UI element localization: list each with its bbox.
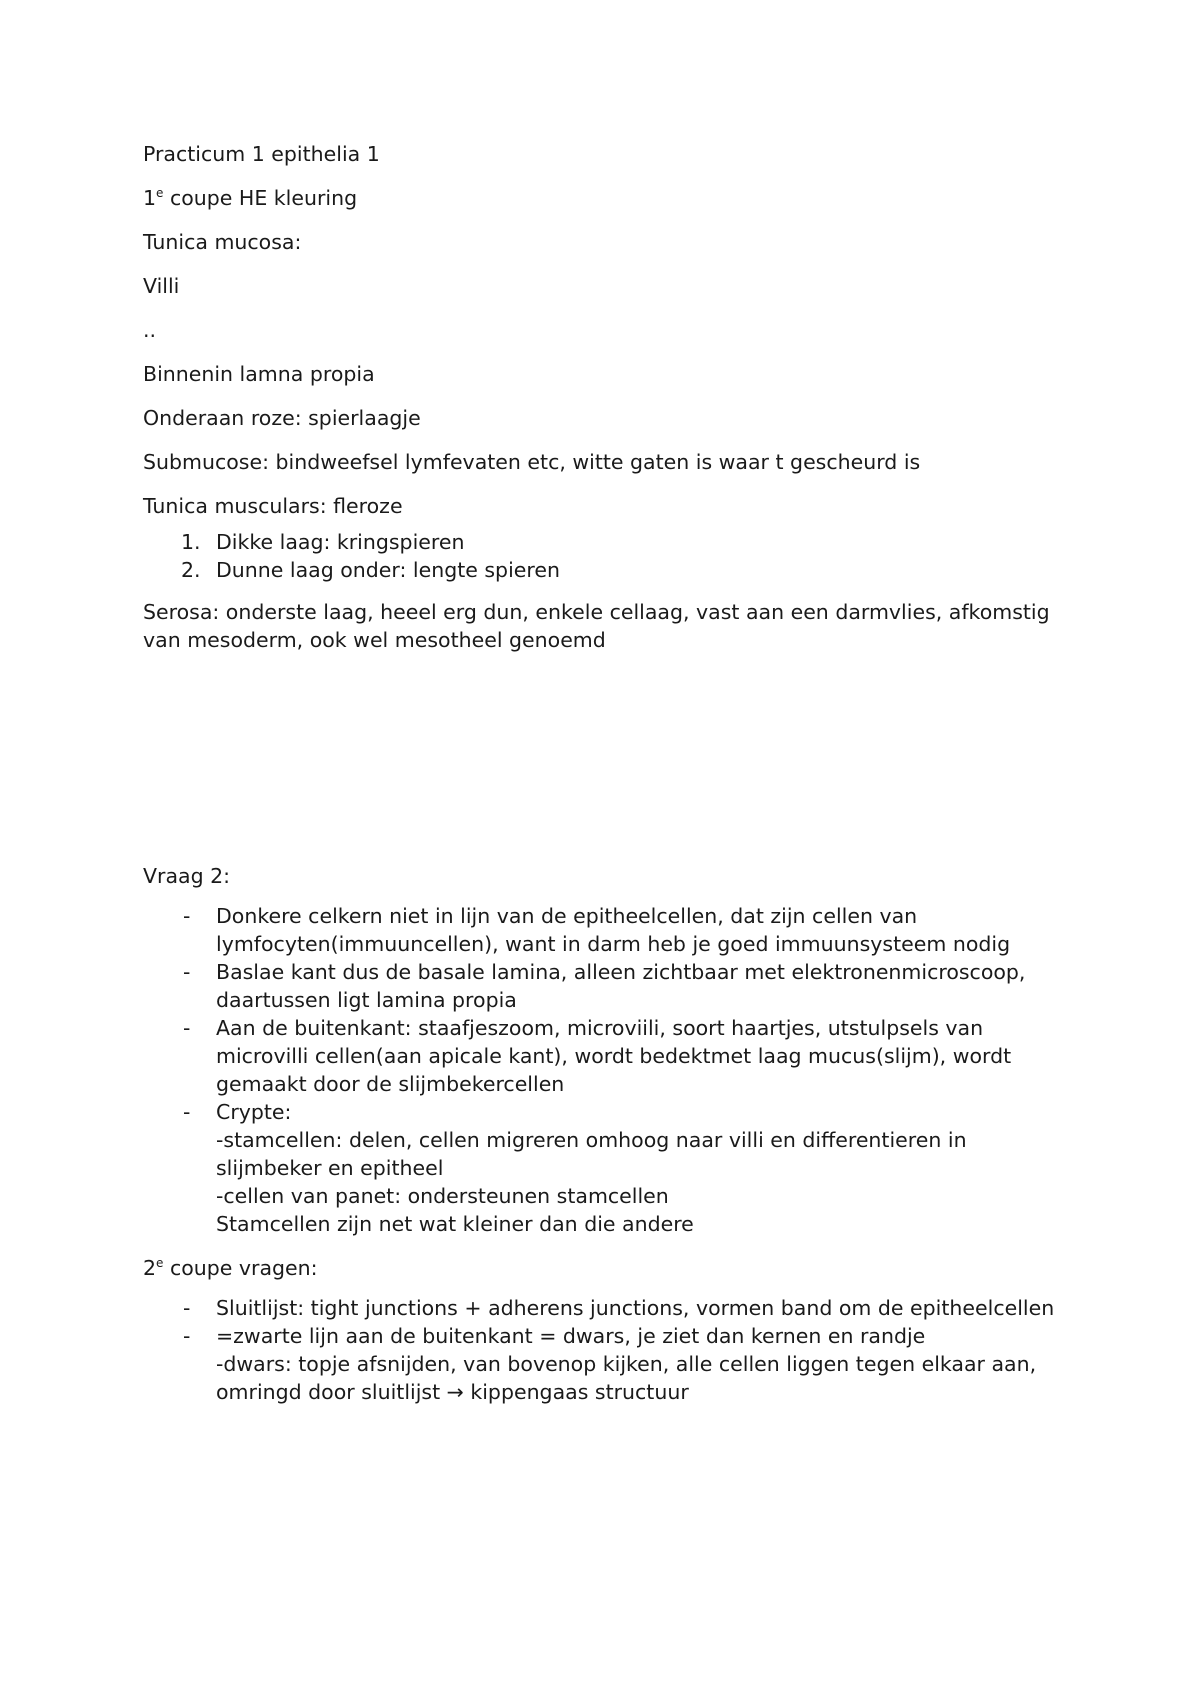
coupe2-number: 2	[143, 1256, 157, 1280]
list-item	[143, 1294, 1073, 1322]
list-marker: -	[183, 960, 191, 984]
coupe1-suffix: e	[156, 186, 164, 201]
crypte-subline-panet: -cellen van panet: ondersteunen stamcellen	[216, 1184, 669, 1208]
vraag2-heading: Vraag 2:	[143, 864, 231, 888]
list-marker: -	[183, 1100, 191, 1124]
list-item	[143, 556, 1073, 584]
line-spierlaagje: Onderaan roze: spierlaagje	[143, 406, 421, 430]
coupe2-list	[143, 1294, 1073, 1406]
coupe2-heading	[143, 1254, 1073, 1282]
line-dots: ..	[143, 318, 157, 342]
list-marker: 1.	[181, 530, 201, 554]
list-item	[143, 1098, 1073, 1238]
muscle-list	[143, 528, 1073, 584]
list-item	[143, 1014, 1073, 1098]
line-submucose: Submucose: bindweefsel lymfevaten etc, witte gaten is waar t gescheurd is	[143, 450, 921, 474]
coupe1-text: coupe HE kleuring	[163, 186, 358, 210]
list-item-text: Crypte:	[216, 1100, 292, 1124]
document-title: Practicum 1 epithelia 1	[143, 142, 380, 166]
blank-space	[143, 670, 1073, 862]
list-item	[143, 902, 1073, 958]
list-marker: -	[183, 1016, 191, 1040]
coupe1-heading	[143, 184, 1073, 212]
list-item	[143, 1322, 1073, 1406]
serosa-paragraph: Serosa: onderste laag, heeel erg dun, enkele cellaag, vast aan een darmvlies, afkomstig van mesoderm, ook wel mesotheel genoemd	[143, 600, 1050, 652]
line-tunica-mucosa: Tunica mucosa:	[143, 230, 302, 254]
document-page	[143, 140, 1073, 1422]
list-item	[143, 958, 1073, 1014]
crypte-subline-kleiner: Stamcellen zijn net wat kleiner dan die andere	[216, 1212, 694, 1236]
list-item-text: Donkere celkern niet in lijn van de epitheelcellen, dat zijn cellen van lymfocyten(immuuncellen), want in darm heb je goed immuunsysteem nodig	[216, 904, 1011, 956]
list-item-text: =zwarte lijn aan de buitenkant = dwars, je ziet dan kernen en randje	[216, 1324, 926, 1348]
coupe1-number: 1	[143, 186, 157, 210]
line-villi: Villi	[143, 274, 180, 298]
list-item-text: Baslae kant dus de basale lamina, alleen zichtbaar met elektronenmicroscoop, daartussen ligt lamina propia	[216, 960, 1026, 1012]
list-item-text: Sluitlijst: tight junctions + adherens junctions, vormen band om de epitheelcellen	[216, 1296, 1055, 1320]
coupe2-suffix: e	[156, 1256, 164, 1271]
list-item-text: Dunne laag onder: lengte spieren	[216, 558, 560, 582]
vraag2-list	[143, 902, 1073, 1238]
list-marker: 2.	[181, 558, 201, 582]
dwars-text: -dwars: topje afsnijden, van bovenop kijken, alle cellen liggen tegen elkaar aan, omringd door sluitlijst	[216, 1352, 1037, 1404]
kippengaas-text: kippengaas structuur	[463, 1380, 689, 1404]
list-item-text: Aan de buitenkant: staafjeszoom, microviili, soort haartjes, utstulpsels van microvilli cellen(aan apicale kant), wordt bedektmet laag mucus(slijm), wordt gemaakt door de slijmbekercellen	[216, 1016, 1012, 1096]
dwars-subline	[216, 1350, 1073, 1406]
list-marker: -	[183, 1324, 191, 1348]
line-tunica-musculars: Tunica musculars: fleroze	[143, 494, 403, 518]
crypte-subline-stamcellen: -stamcellen: delen, cellen migreren omhoog naar villi en differentieren in slijmbeker en epitheel	[216, 1128, 967, 1180]
list-marker: -	[183, 1296, 191, 1320]
list-item-text: Dikke laag: kringspieren	[216, 530, 465, 554]
coupe2-text: coupe vragen:	[163, 1256, 318, 1280]
arrow-right-icon: →	[446, 1380, 464, 1404]
list-item	[143, 528, 1073, 556]
list-marker: -	[183, 904, 191, 928]
line-lamina-propia: Binnenin lamna propia	[143, 362, 375, 386]
